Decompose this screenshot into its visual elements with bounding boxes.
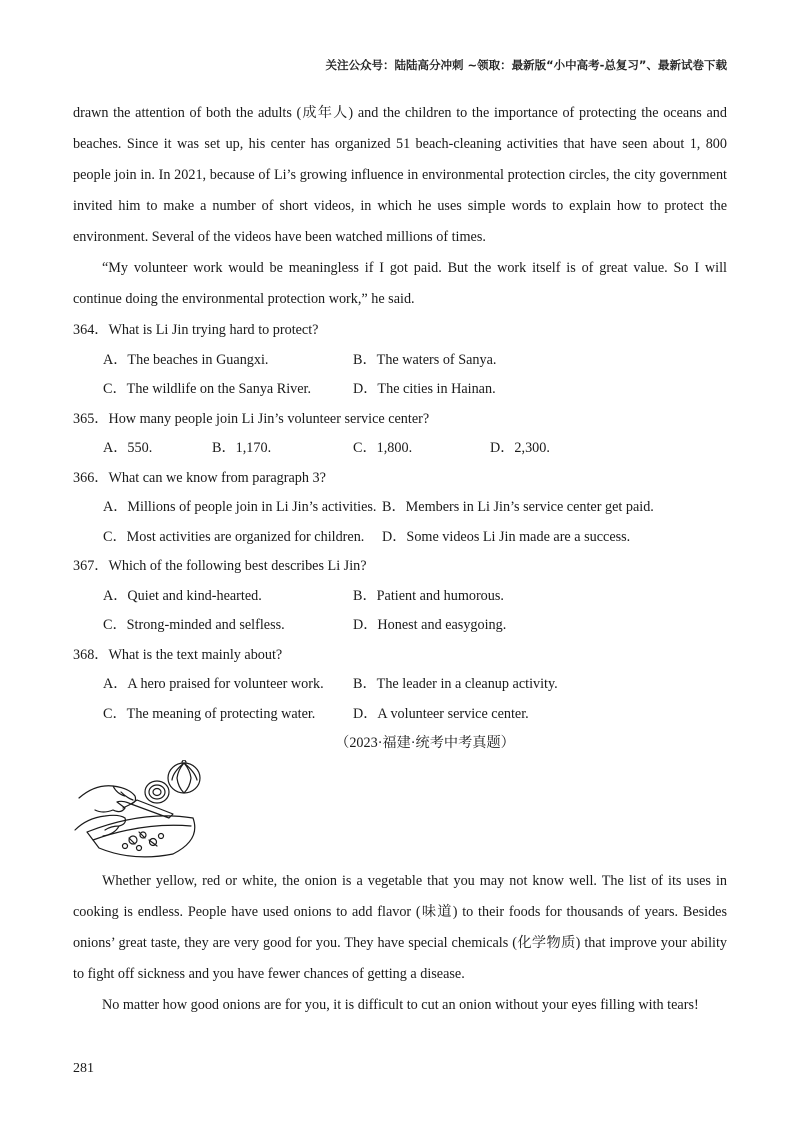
page-number: 281 xyxy=(73,1061,94,1076)
question-364-options-row-1 xyxy=(73,345,727,375)
option-368-d[interactable]: D．A volunteer service center. xyxy=(353,705,529,722)
option-364-a[interactable]: A．The beaches in Guangxi. xyxy=(103,351,269,368)
question-368-stem: 368．What is the text mainly about? xyxy=(73,646,283,663)
option-366-d[interactable]: D．Some videos Li Jin made are a success. xyxy=(382,528,631,545)
question-368-options-row-2 xyxy=(73,699,727,729)
option-365-b[interactable]: B．1,170. xyxy=(212,440,272,456)
option-364-d[interactable]: D．The cities in Hainan. xyxy=(353,381,496,397)
option-364-c[interactable]: C．The wildlife on the Sanya River. xyxy=(103,381,312,397)
passage-1 xyxy=(73,98,727,758)
onion-paragraph-2: No matter how good onions are for you, it is difficult to cut an onion without your eyes filling with tears! xyxy=(102,997,699,1013)
option-366-c[interactable]: C．Most activities are organized for children. xyxy=(103,528,365,545)
question-366-stem: 366．What can we know from paragraph 3? xyxy=(73,469,326,486)
source-note: （2023·福建·统考中考真题） xyxy=(335,735,515,751)
question-368-options-row-1 xyxy=(73,669,727,699)
option-366-b[interactable]: B．Members in Li Jin’s service center get paid. xyxy=(382,499,654,515)
question-365-stem: 365．How many people join Li Jin’s volunteer service center? xyxy=(73,410,430,427)
question-366-options-row-1 xyxy=(73,492,727,522)
option-365-a[interactable]: A．550. xyxy=(103,440,153,456)
question-364-options-row-2 xyxy=(73,374,727,404)
page-header: 关注公众号：陆陆高分冲刺 ~领取：最新版“小中高考-总复习”、最新试卷下载 xyxy=(325,58,727,72)
onion-cutting-illustration xyxy=(73,760,209,860)
question-365-options-row xyxy=(73,433,727,463)
option-364-b[interactable]: B．The waters of Sanya. xyxy=(353,351,497,368)
option-367-d[interactable]: D．Honest and easygoing. xyxy=(353,617,507,633)
option-367-c[interactable]: C．Strong-minded and selfless. xyxy=(103,617,285,633)
option-365-d[interactable]: D．2,300. xyxy=(490,440,550,456)
question-366-options-row-2 xyxy=(73,522,727,552)
question-364-stem: 364．What is Li Jin trying hard to protect? xyxy=(73,322,319,338)
question-367-options-row-1 xyxy=(73,581,727,611)
question-367-options-row-2 xyxy=(73,610,727,640)
option-367-b[interactable]: B．Patient and humorous. xyxy=(353,587,504,604)
option-368-b[interactable]: B．The leader in a cleanup activity. xyxy=(353,676,558,692)
option-366-a[interactable]: A．Millions of people join in Li Jin’s activities. xyxy=(103,499,377,515)
question-367-stem: 367．Which of the following best describes Li Jin? xyxy=(73,558,367,574)
onion-paragraph-1: Whether yellow, red or white, the onion is a vegetable that you may not know well. The list of its uses in cooking is endless. People have used onions to add flavor (味道) to their foods for thousands of years. Besides onions’ great taste, they are very good for you. They have special chemicals (化学物质) that improve your ability to fight off sickness and you have fewer chances of getting a disease. xyxy=(73,873,727,982)
paragraph-quote: “My volunteer work would be meaningless if I got paid. But the work itself is of great value. So I will continue doing the environmental protection work,” he said. xyxy=(73,260,727,307)
passage-2 xyxy=(73,866,727,1021)
option-367-a[interactable]: A．Quiet and kind-hearted. xyxy=(103,587,262,604)
option-368-c[interactable]: C．The meaning of protecting water. xyxy=(103,705,316,722)
option-365-c[interactable]: C．1,800. xyxy=(353,440,413,456)
option-368-a[interactable]: A．A hero praised for volunteer work. xyxy=(103,676,324,692)
paragraph-continued: drawn the attention of both the adults (成年人) and the children to the importance of protecting the oceans and beaches. Since it was set up, his center has organized 51 beach-cleaning activities that have seen about 1, 800 people join in. In 2021, because of Li’s growing influence in environmental protection circles, the city government invited him to make a number of short videos, in which he uses simple words to explain how to protect the environment. Several of the videos have been watched millions of times. xyxy=(73,105,727,245)
